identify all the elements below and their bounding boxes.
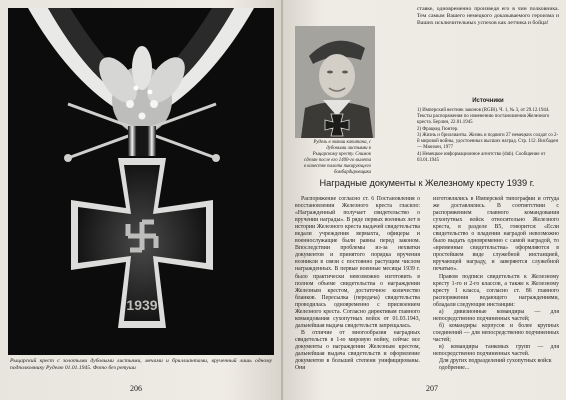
source-item: 4) Немецкое информационное агентство (dnb). Сообщение от 03.01.1945	[417, 151, 546, 163]
page-number-left: 206	[130, 384, 142, 393]
paragraph: Для других подразделений сухопутных войск	[439, 358, 552, 365]
body-column-2	[433, 196, 559, 372]
source-item: 2) Фрацкед Гюнтер.	[417, 126, 459, 132]
body-column-1	[295, 196, 420, 372]
medal-photo	[8, 8, 274, 355]
right-page	[283, 0, 566, 400]
section-heading: Наградные документы к Железному кресту 1939 г.	[319, 178, 535, 188]
portrait-photo	[295, 26, 375, 138]
paragraph: В отличие от многообразия наградных свидетельств в 1-ю мировую войну, сейчас все документы о награждении Железным крестом, дальнейшая выдача свидетельств и оформление документов в большей степени унифицированы. Они	[295, 329, 420, 372]
paragraph: Правом подписи свидетельств к Железному кресту 1-го и 2-го классов, а также к Железному кресту I класса, согласно ст. 86 главного распоряжения ведающего награждениями, обладали следующие инстанции:	[433, 273, 559, 308]
medal-year: 1939	[126, 297, 158, 313]
left-page	[0, 0, 282, 400]
paragraph: б) командиры корпусов и более крупных соединений — для непосредственно подчиненных частей;	[433, 322, 559, 343]
page-number-right: 207	[426, 384, 438, 393]
sources-title: Источники	[472, 98, 504, 104]
paragraph: изготовлялись в Имперской типографии и оттуда же доставлялись. В соответствии с распоряжением главного командования сухопутных войск относительно Железного креста, в разделе В5, говорится: «Если свидетельство о владении наградой невозможно было выдать одновременно с самой наградой, то «временные свидетельства» оформляются в простейшем виде служебной инстанцией, вручающей награду, и заверяются служебной печатью».	[433, 196, 559, 273]
source-item: 1) Имперский вестник законов (RGBl). Ч. 1, № 3, от 29.12.1944. Тексты распоряжения по изменению постановления Железного креста. Берлин, 22.01.1945	[417, 108, 550, 126]
portrait-caption: Рудель в звании капитана, с дубовыми листьями к Рыцарскому кресту. Снимок сделан после его 1400-го вылета в качестве пилота пикирующего бомбардировщика	[303, 140, 371, 175]
paragraph: одобрение...	[439, 365, 470, 372]
sources-list	[417, 108, 559, 164]
paragraph: в) командиры танковых групп — для непосредственно подчиненных частей.	[433, 343, 559, 358]
photo-caption: Рыцарский крест с золотыми дубовыми листьями, мечами и бриллиантами, врученный лишь одному подполковнику Руделю 01.01.1945. Фото без ретуши	[10, 358, 272, 371]
paragraph: Распоряжение согласно ст. 6 Постановления о восстановлении Железного креста гласило: «Награжденный получает свидетельство о вручении награды». В ряде первых военных лет в истории Железного креста выдачей свидетельства ведали учреждения вермахта, офицеры и военнослужащие были равны перед законом. Впоследствии проблемы из-за нехватки документов и принятого порядка вручения возникли в связи с постоянно растущим числом награжденных. В первые военные месяцы 1939 г. было практически невозможно изготовить в полном объеме свидетельства о награждении Железным крестом, достаточное количество бланков. Пересылка (передача) свидетельства проводилась одновременно с присвоением Железного креста. Согласно директивам главного командования сухопутных войск от 01.03.1943, дальнейшая выдача свидетельств запрещалась.	[295, 196, 420, 329]
top-paragraph: ставке, одновременно произведя его в чин полковника. Тем самым Вашего немецкого доказываемого героизма и Ваших исключительных успехов как летчика и бойца!	[417, 6, 559, 27]
source-item: 3) Жизнь и бриллианты. Жизнь и подвиги 27 немецких солдат со 2-й мировой войны, удостоенных высших наград. Стр. 112. Висбаден — Мюнхен, 1977	[417, 132, 559, 151]
paragraph: а) дивизионные командиры — для непосредственно подчиненных частей;	[433, 308, 559, 322]
